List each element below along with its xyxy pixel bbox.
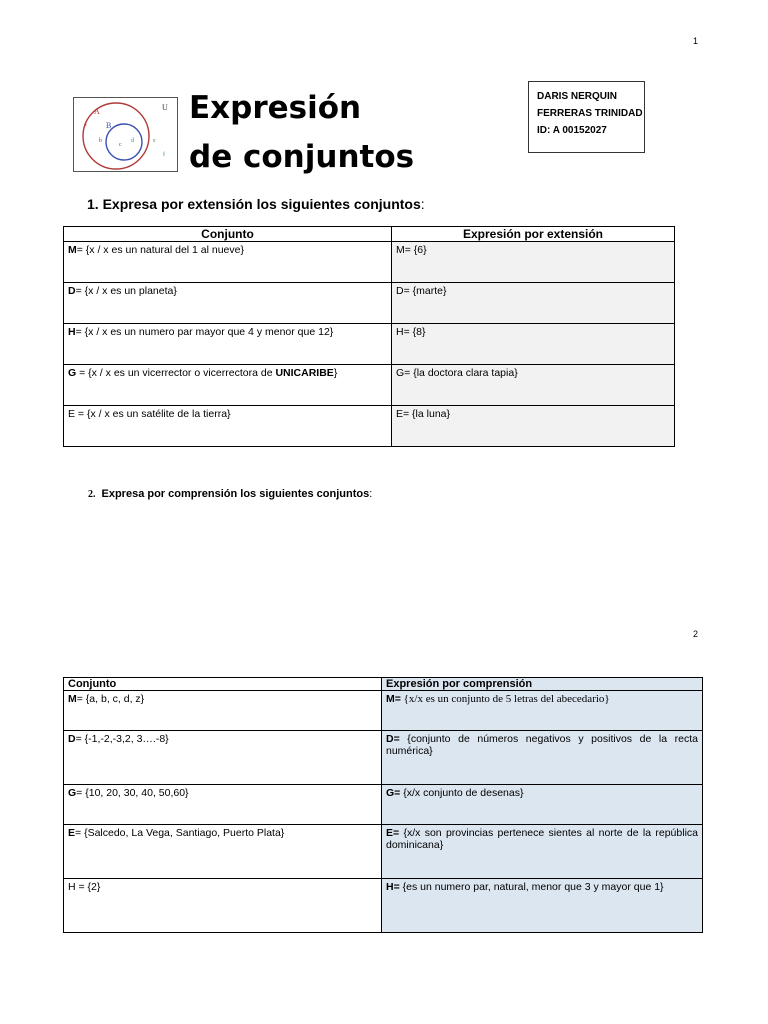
set-cell: M= {a, b, c, d, z}: [64, 691, 382, 731]
set-cell: H= {x / x es un numero par mayor que 4 y menor que 12}: [64, 324, 392, 365]
element-label: c: [119, 142, 122, 148]
table-row: [64, 324, 675, 365]
page-number: 2: [693, 629, 699, 639]
author-name-1: DARIS NERQUIN: [537, 91, 618, 102]
author-id: ID: A 00152027: [537, 125, 607, 136]
title-line-1: Expresión: [189, 90, 362, 126]
comprehension-table: [63, 677, 703, 933]
element-label: a: [84, 122, 87, 128]
comprehension-cell: H= {es un numero par, natural, menor que 3 y mayor que 1}: [382, 879, 703, 933]
column-header: Conjunto: [64, 678, 382, 691]
column-header: Conjunto: [64, 227, 392, 242]
element-label: d: [131, 138, 134, 144]
extension-cell: G= {la doctora clara tapia}: [392, 365, 675, 406]
element-label: e: [153, 138, 156, 144]
set-cell: G = {x / x es un vicerrector o vicerrectora de UNICARIBE}: [64, 365, 392, 406]
section-1-heading: 1. Expresa por extensión los siguientes conjuntos:: [87, 196, 425, 212]
set-a-circle: [83, 103, 149, 169]
table-row: [64, 365, 675, 406]
table-row: [64, 825, 703, 879]
page-number: 1: [693, 36, 699, 46]
universe-label: U: [162, 103, 168, 112]
extension-cell: H= {8}: [392, 324, 675, 365]
set-cell: E= {Salcedo, La Vega, Santiago, Puerto Plata}: [64, 825, 382, 879]
table-row: [64, 785, 703, 825]
table-row: [64, 879, 703, 933]
table-row: [64, 406, 675, 447]
set-a-label: A: [94, 107, 100, 116]
table-row: [64, 283, 675, 324]
column-header: Expresión por extensión: [392, 227, 675, 242]
column-header: Expresión por comprensión: [382, 678, 703, 691]
author-box: [528, 81, 645, 153]
table-header-row: [64, 227, 675, 242]
set-b-circle: [106, 124, 142, 160]
set-cell: D= {x / x es un planeta}: [64, 283, 392, 324]
table-row: [64, 691, 703, 731]
set-cell: G= {10, 20, 30, 40, 50,60}: [64, 785, 382, 825]
element-label: b: [99, 138, 102, 144]
author-name-2: FERRERAS TRINIDAD: [537, 108, 643, 119]
venn-diagram-svg: [74, 98, 177, 171]
comprehension-cell: G= {x/x conjunto de desenas}: [382, 785, 703, 825]
extension-cell: M= {6}: [392, 242, 675, 283]
venn-diagram: [73, 97, 178, 172]
extension-cell: E= {la luna}: [392, 406, 675, 447]
comprehension-cell: E= {x/x son provincias pertenece sientes al norte de la república dominicana}: [382, 825, 703, 879]
element-label: f: [163, 152, 165, 158]
section-2-heading: 2. Expresa por comprensión los siguientes conjuntos:: [88, 488, 373, 500]
extension-cell: D= {marte}: [392, 283, 675, 324]
title-line-2: de conjuntos: [189, 139, 415, 175]
set-cell: D= {-1,-2,-3,2, 3….-8}: [64, 731, 382, 785]
comprehension-cell: D= {conjunto de números negativos y positivos de la recta numérica}: [382, 731, 703, 785]
table-row: [64, 731, 703, 785]
table-row: [64, 242, 675, 283]
set-cell: M= {x / x es un natural del 1 al nueve}: [64, 242, 392, 283]
extension-table: [63, 226, 675, 447]
comprehension-cell: M= {x/x es un conjunto de 5 letras del abecedario}: [382, 691, 703, 731]
set-cell: E = {x / x es un satélite de la tierra}: [64, 406, 392, 447]
set-b-label: B: [106, 121, 112, 130]
set-cell: H = {2}: [64, 879, 382, 933]
table-header-row: [64, 678, 703, 691]
